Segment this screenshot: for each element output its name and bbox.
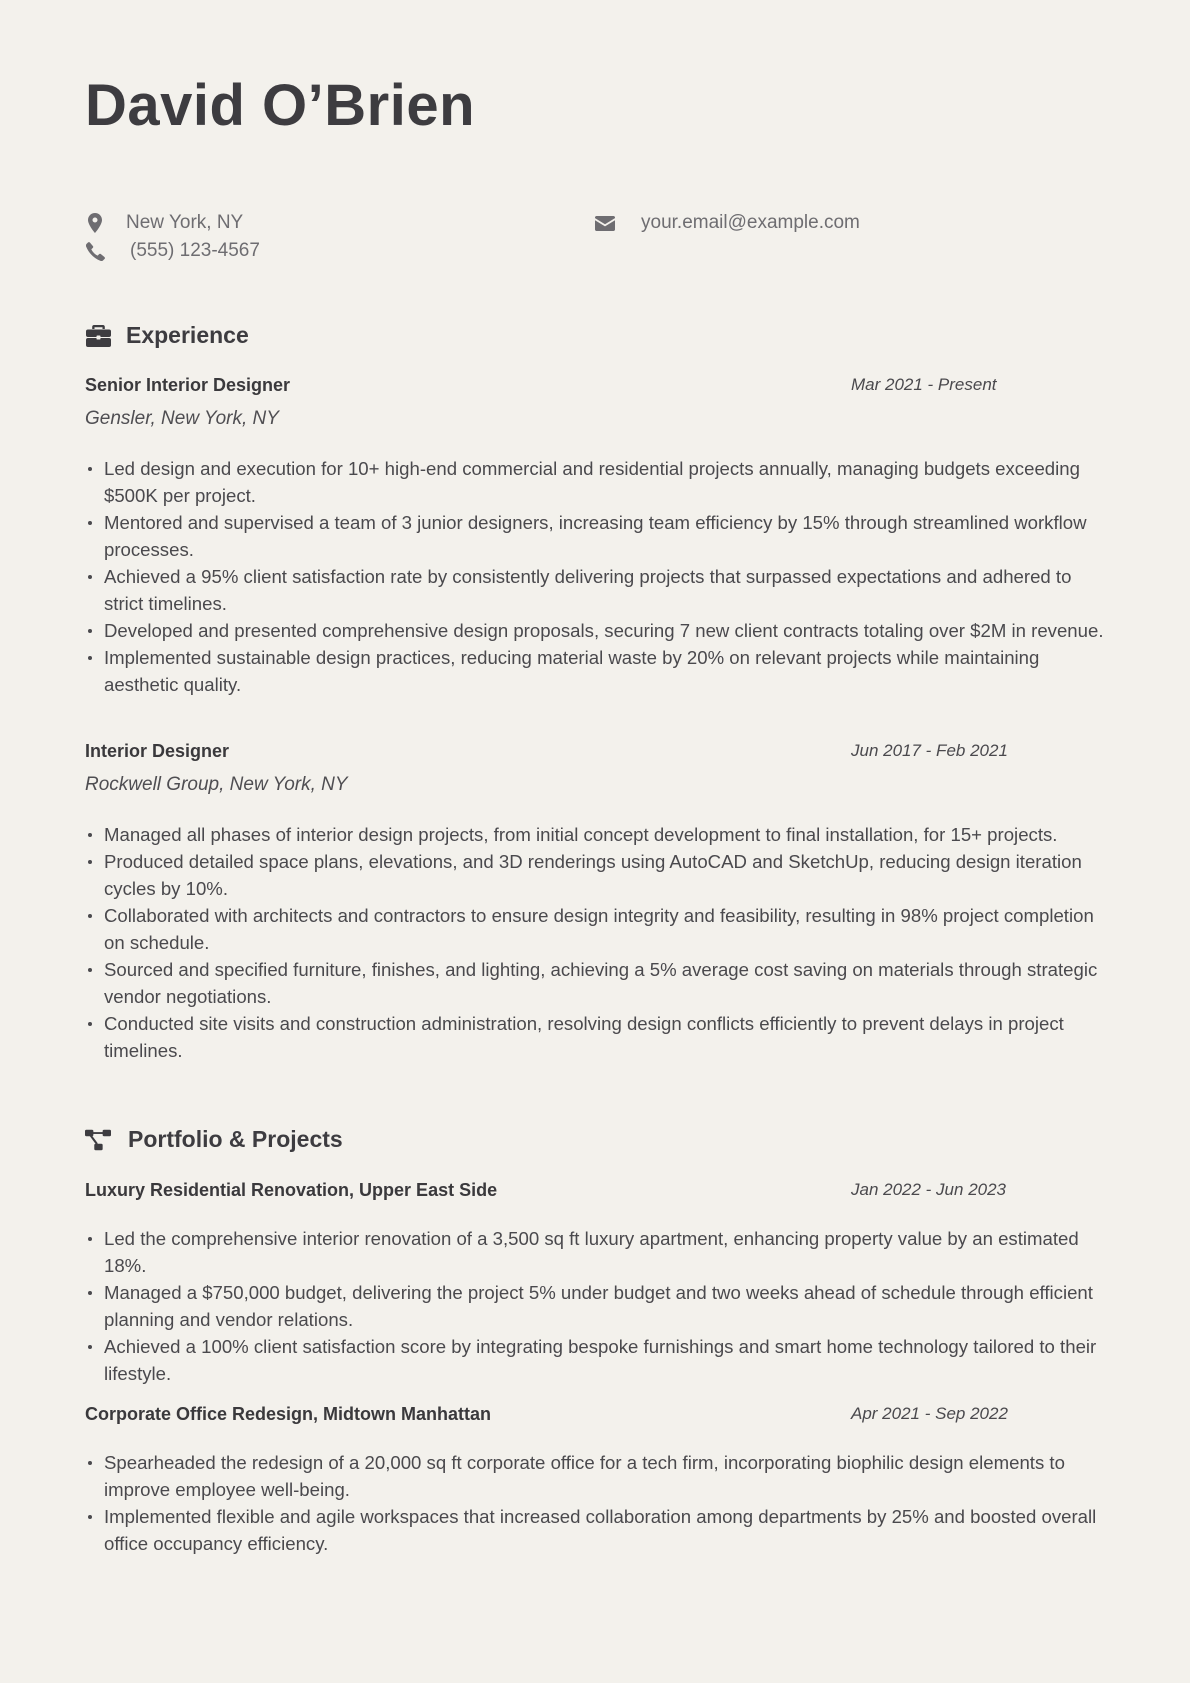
project-date: Apr 2021 - Sep 2022: [851, 1404, 1008, 1423]
list-item: Managed a $750,000 budget, delivering the project 5% under budget and two weeks ahead of schedule through efficient planning and vendor relations.: [85, 1279, 1105, 1333]
briefcase-icon: [85, 323, 111, 349]
project-date: Jan 2022 - Jun 2023: [851, 1180, 1007, 1199]
list-item: Led the comprehensive interior renovation of a 3,500 sq ft luxury apartment, enhancing property value by an estimated 18%.: [85, 1225, 1105, 1279]
list-item: Conducted site visits and construction administration, resolving design conflicts efficiently to prevent delays in project timelines.: [85, 1010, 1105, 1064]
list-item: Achieved a 95% client satisfaction rate by consistently delivering projects that surpassed expectations and adhered to strict timelines.: [85, 563, 1105, 617]
envelope-icon: [595, 213, 615, 233]
email-text[interactable]: your.email@example.com: [641, 212, 860, 233]
list-item: Managed all phases of interior design projects, from initial concept development to final installation, for 15+ projects.: [85, 821, 1105, 848]
project-title: Corporate Office Redesign, Midtown Manhattan: [85, 1404, 492, 1424]
section-heading-experience: [85, 322, 249, 349]
contact-location: [85, 212, 243, 234]
job-bullets: [85, 821, 1105, 1064]
list-item: Sourced and specified furniture, finishes, and lighting, achieving a 5% average cost saving on materials through strategic vendor negotiations.: [85, 956, 1105, 1010]
project-bullets: [85, 1225, 1105, 1387]
job-title: Interior Designer: [85, 741, 230, 761]
job-date: Jun 2017 - Feb 2021: [851, 741, 1008, 760]
list-item: Collaborated with architects and contractors to ensure design integrity and feasibility, resulting in 98% project completion on schedule.: [85, 902, 1105, 956]
location-text: New York, NY: [126, 212, 244, 233]
list-item: Implemented flexible and agile workspaces that increased collaboration among departments by 25% and boosted overall office occupancy efficiency.: [85, 1503, 1105, 1557]
list-item: Achieved a 100% client satisfaction score by integrating bespoke furnishings and smart home technology tailored to their lifestyle.: [85, 1333, 1105, 1387]
job-company: Rockwell Group, New York, NY: [85, 774, 348, 795]
list-item: Developed and presented comprehensive design proposals, securing 7 new client contracts totaling over $2M in revenue.: [85, 617, 1105, 644]
project-bullets: [85, 1449, 1105, 1557]
job-title: Senior Interior Designer: [85, 375, 291, 395]
job-company: Gensler, New York, NY: [85, 408, 279, 429]
job-date: Mar 2021 - Present: [851, 375, 997, 394]
section-title: Portfolio & Projects: [128, 1126, 343, 1152]
job-bullets: [85, 455, 1105, 698]
project-title: Luxury Residential Renovation, Upper East Side: [85, 1180, 498, 1200]
contact-email: [595, 212, 860, 234]
project-diagram-icon: [85, 1127, 111, 1153]
section-heading-portfolio: [85, 1126, 343, 1153]
map-pin-icon: [85, 213, 105, 233]
list-item: Implemented sustainable design practices, reducing material waste by 20% on relevant projects while maintaining aesthetic quality.: [85, 644, 1105, 698]
candidate-name: David O’Brien: [85, 73, 476, 138]
list-item: Produced detailed space plans, elevations, and 3D renderings using AutoCAD and SketchUp, reducing design iteration cycles by 10%.: [85, 848, 1105, 902]
section-title: Experience: [126, 322, 249, 348]
phone-text: (555) 123-4567: [130, 240, 260, 261]
list-item: Spearheaded the redesign of a 20,000 sq ft corporate office for a tech firm, incorporating biophilic design elements to improve employee well-being.: [85, 1449, 1105, 1503]
list-item: Led design and execution for 10+ high-end commercial and residential projects annually, managing budgets exceeding $500K per project.: [85, 455, 1105, 509]
phone-icon: [85, 241, 105, 261]
list-item: Mentored and supervised a team of 3 junior designers, increasing team efficiency by 15% through streamlined workflow processes.: [85, 509, 1105, 563]
contact-phone: [85, 240, 260, 262]
